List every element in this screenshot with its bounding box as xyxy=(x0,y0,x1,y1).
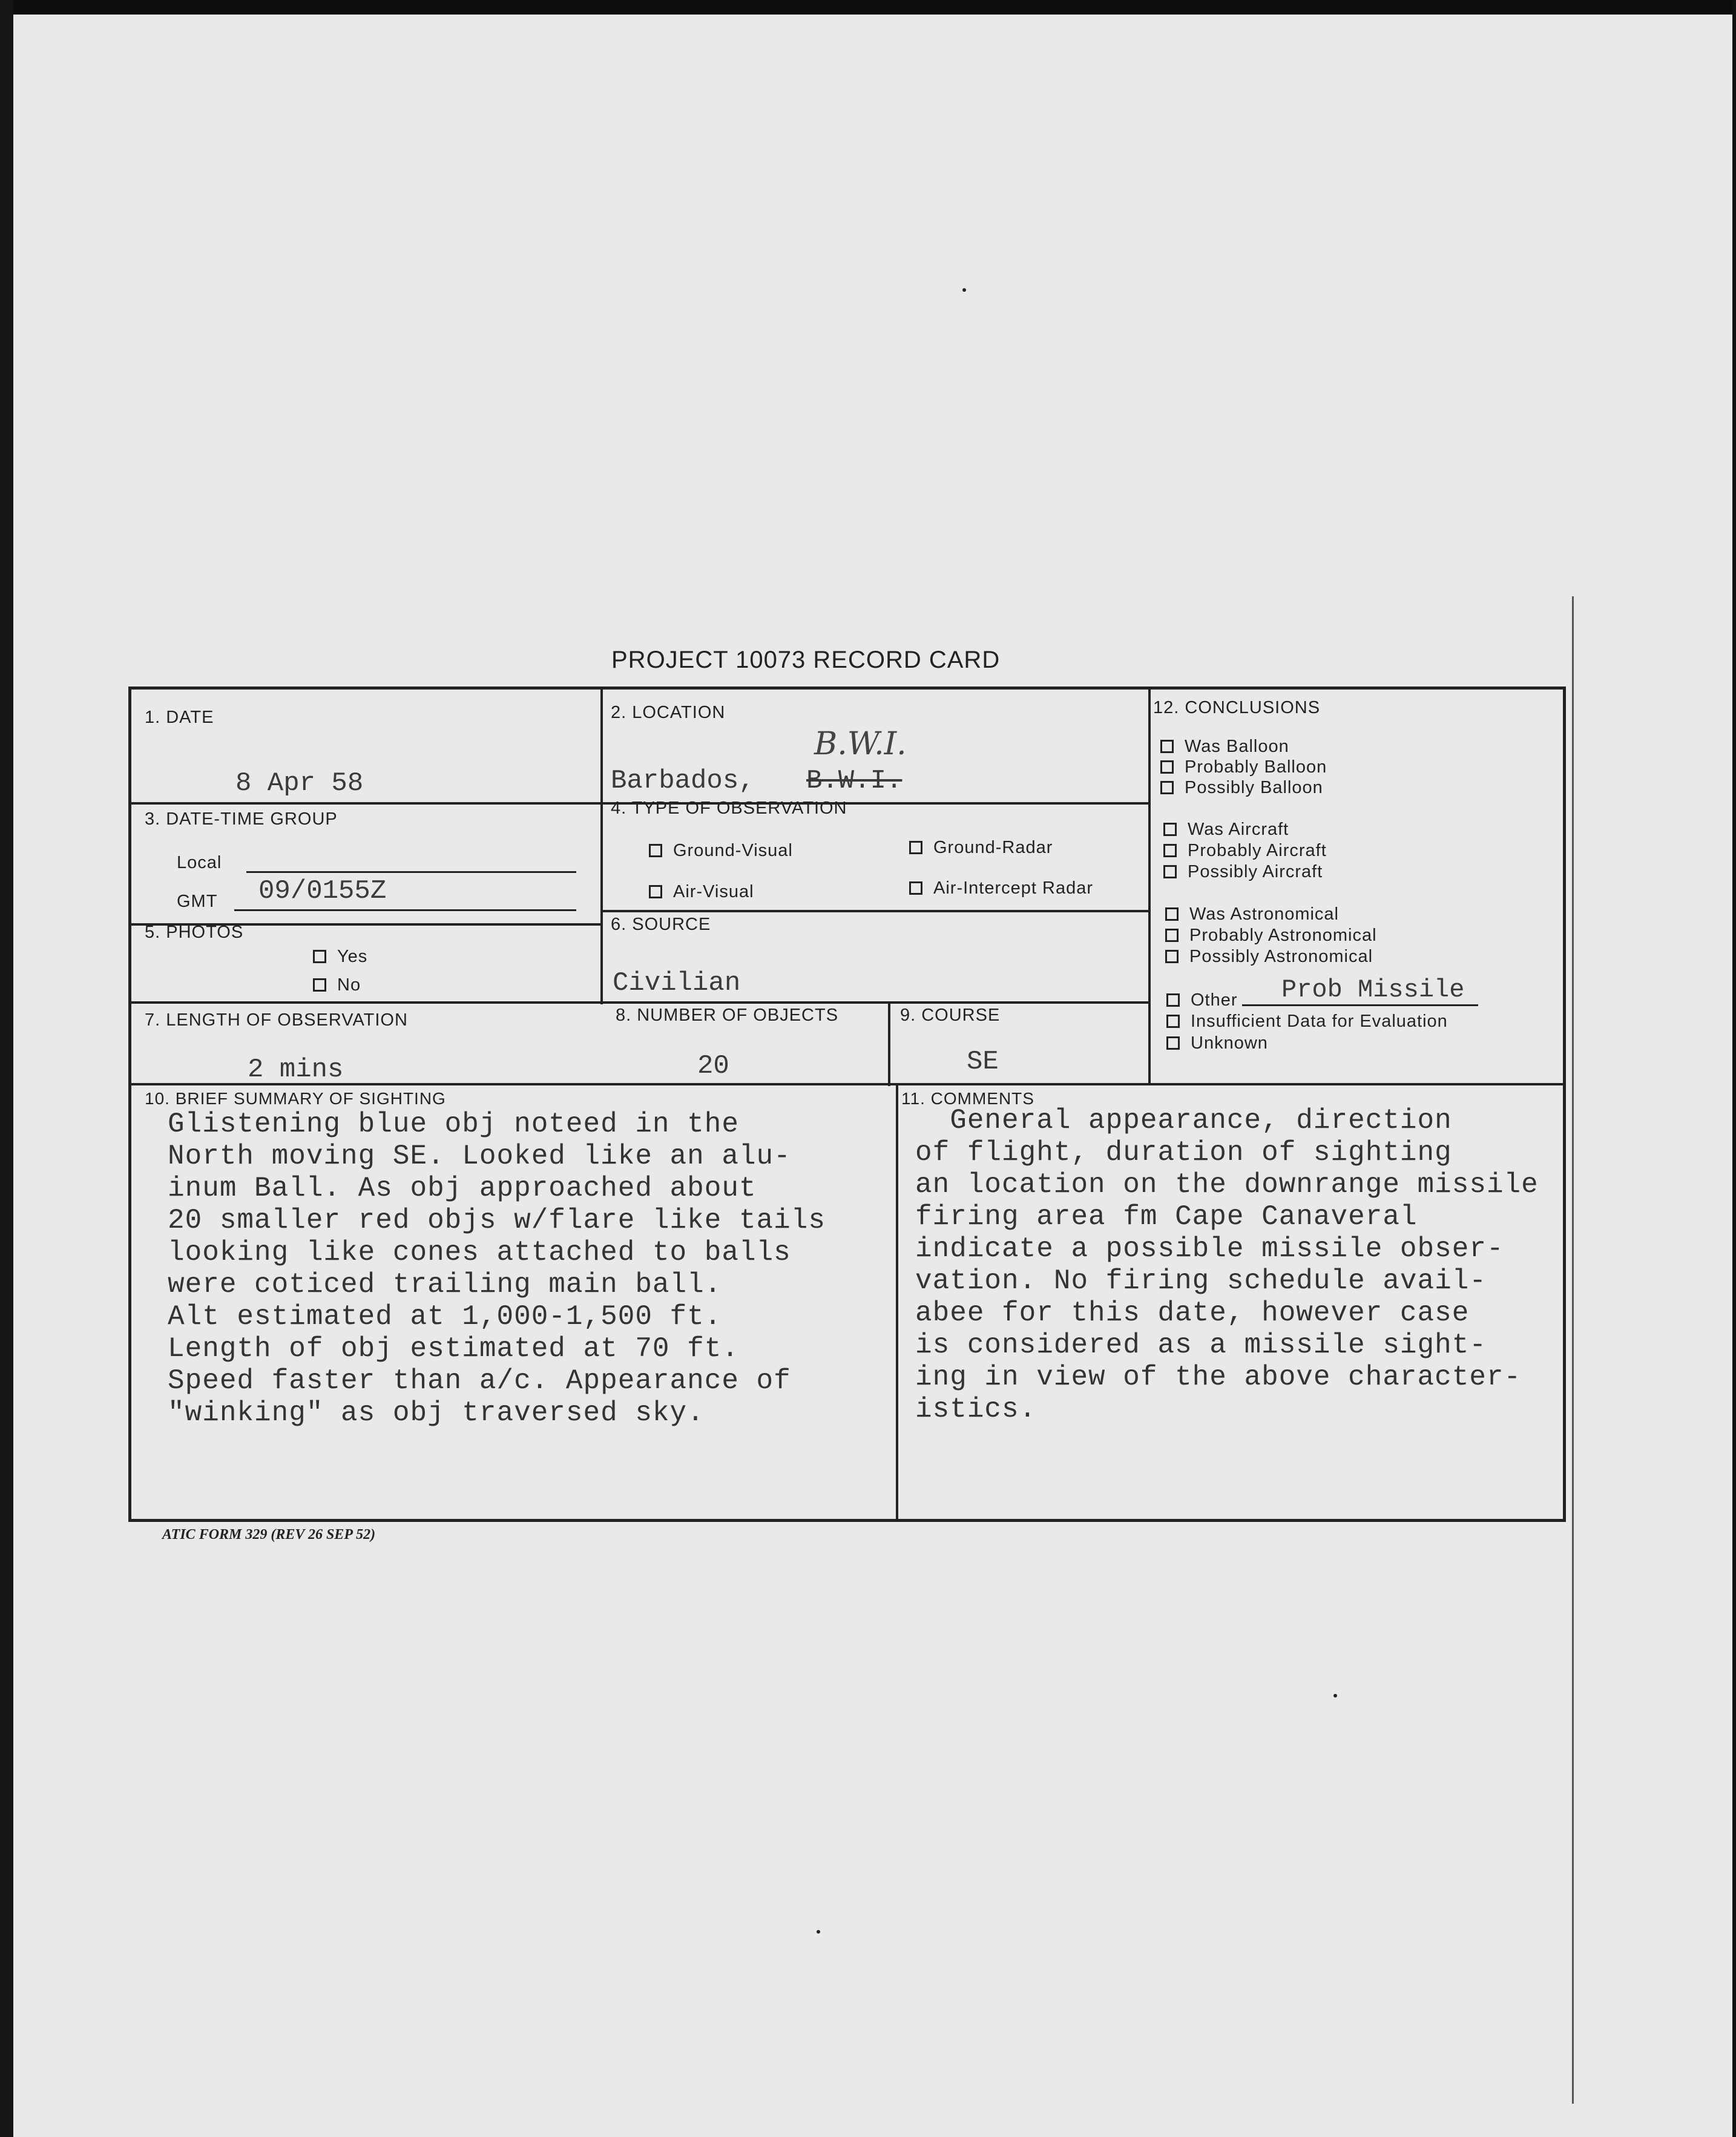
checkbox xyxy=(313,978,326,992)
conclusion-insufficient-data: Insufficient Data for Evaluation xyxy=(1166,1012,1448,1032)
divider xyxy=(131,1001,1148,1004)
comments-text xyxy=(915,1105,1539,1426)
checkbox xyxy=(313,950,326,963)
date-label: 1. DATE xyxy=(145,708,214,727)
divider xyxy=(131,1083,1563,1085)
divider xyxy=(600,690,603,1004)
checkbox xyxy=(649,844,662,857)
checkbox xyxy=(649,885,662,898)
conclusions-label: 12. CONCLUSIONS xyxy=(1153,698,1321,717)
photos-option-no: No xyxy=(313,975,361,995)
comments-line: ing in view of the above character- xyxy=(915,1362,1522,1393)
comments-label: 11. COMMENTS xyxy=(901,1089,1034,1108)
option-air-visual: Air-Visual xyxy=(649,882,754,902)
comments-line: vation. No firing schedule avail- xyxy=(915,1265,1487,1297)
speck xyxy=(817,1930,820,1934)
comments-line: indicate a possible missile obser- xyxy=(915,1233,1504,1265)
summary-line: "winking" as obj traversed sky. xyxy=(168,1397,705,1429)
summary-line: were coticed trailing main ball. xyxy=(168,1269,722,1300)
photos-label: 5. PHOTOS xyxy=(145,923,244,942)
checkbox xyxy=(1163,823,1177,836)
length-of-observation-label: 7. LENGTH OF OBSERVATION xyxy=(145,1010,408,1030)
conclusion-probably-astronomical: Probably Astronomical xyxy=(1165,926,1377,946)
option-air-intercept-radar: Air-Intercept Radar xyxy=(909,878,1093,898)
comments-line: firing area fm Cape Canaveral xyxy=(915,1201,1418,1233)
summary-line: Alt estimated at 1,000-1,500 ft. xyxy=(168,1301,722,1332)
gmt-label: GMT xyxy=(177,892,218,911)
location-struck-value: B.W.I. xyxy=(806,766,903,796)
date-value: 8 Apr 58 xyxy=(235,768,364,798)
local-label: Local xyxy=(177,853,222,872)
conclusion-other: Other xyxy=(1166,990,1238,1010)
number-of-objects-value: 20 xyxy=(697,1051,729,1081)
summary-text xyxy=(168,1108,826,1429)
location-label: 2. LOCATION xyxy=(611,703,726,722)
checkbox xyxy=(1166,1015,1180,1028)
other-underline xyxy=(1242,1004,1478,1006)
divider xyxy=(1148,690,1151,1083)
option-ground-visual: Ground-Visual xyxy=(649,841,793,861)
film-frame-left xyxy=(0,0,13,2137)
source-value: Civilian xyxy=(613,968,741,998)
type-of-observation-label: 4. TYPE OF OBSERVATION xyxy=(611,798,847,818)
number-of-objects-label: 8. NUMBER OF OBJECTS xyxy=(616,1006,839,1025)
checkbox xyxy=(909,881,922,895)
comments-line: an location on the downrange missile xyxy=(915,1169,1539,1200)
checkbox xyxy=(1165,929,1179,942)
comments-line: abee for this date, however case xyxy=(915,1297,1470,1329)
comments-line: of flight, duration of sighting xyxy=(915,1137,1452,1168)
summary-line: inum Ball. As obj approached about xyxy=(168,1173,757,1204)
divider xyxy=(888,1001,890,1086)
summary-line: Length of obj estimated at 70 ft. xyxy=(168,1333,739,1365)
checkbox xyxy=(1165,907,1179,921)
conclusion-probably-balloon: Probably Balloon xyxy=(1160,757,1327,777)
conclusion-was-balloon: Was Balloon xyxy=(1160,737,1289,757)
conclusion-was-astronomical: Was Astronomical xyxy=(1165,904,1339,924)
record-card xyxy=(128,687,1566,1522)
checkbox xyxy=(1165,950,1179,963)
conclusion-unknown: Unknown xyxy=(1166,1033,1268,1053)
local-underline xyxy=(246,871,576,873)
location-value: Barbados, xyxy=(611,766,755,796)
speck xyxy=(1333,1694,1337,1697)
film-frame-top xyxy=(0,0,1736,15)
divider xyxy=(600,910,1148,912)
photos-option-yes: Yes xyxy=(313,947,367,967)
length-of-observation-value: 2 mins xyxy=(248,1055,344,1085)
checkbox xyxy=(909,841,922,854)
divider xyxy=(896,1083,898,1522)
speck xyxy=(962,288,966,292)
film-frame-right xyxy=(1732,0,1736,2137)
checkbox xyxy=(1166,1036,1180,1050)
conclusion-other-value: Prob Missile xyxy=(1281,975,1465,1004)
conclusion-probably-aircraft: Probably Aircraft xyxy=(1163,841,1327,861)
card-shadow-edge xyxy=(1572,596,1574,2104)
checkbox xyxy=(1160,740,1174,753)
summary-line: 20 smaller red objs w/flare like tails xyxy=(168,1205,826,1236)
source-label: 6. SOURCE xyxy=(611,915,711,934)
comments-line: General appearance, direction xyxy=(915,1105,1452,1136)
summary-line: Speed faster than a/c. Appearance of xyxy=(168,1365,791,1397)
course-value: SE xyxy=(967,1047,999,1077)
conclusion-possibly-balloon: Possibly Balloon xyxy=(1160,778,1323,798)
checkbox xyxy=(1163,865,1177,878)
summary-label: 10. BRIEF SUMMARY OF SIGHTING xyxy=(145,1089,446,1108)
option-ground-radar: Ground-Radar xyxy=(909,838,1053,858)
date-time-group-label: 3. DATE-TIME GROUP xyxy=(145,809,338,829)
checkbox xyxy=(1163,844,1177,857)
comments-line: istics. xyxy=(915,1394,1037,1425)
summary-line: North moving SE. Looked like an alu- xyxy=(168,1141,791,1172)
summary-line: Glistening blue obj noteed in the xyxy=(168,1108,739,1140)
location-handwritten: B.W.I. xyxy=(814,726,907,762)
gmt-underline xyxy=(234,909,576,911)
checkbox xyxy=(1160,781,1174,794)
summary-line: looking like cones attached to balls xyxy=(168,1237,791,1268)
checkbox xyxy=(1160,760,1174,774)
comments-line: is considered as a missile sight- xyxy=(915,1329,1487,1361)
course-label: 9. COURSE xyxy=(900,1006,1001,1025)
card-title: PROJECT 10073 RECORD CARD xyxy=(611,647,1001,673)
form-number: ATIC FORM 329 (REV 26 SEP 52) xyxy=(162,1527,376,1543)
checkbox-checked xyxy=(1166,993,1180,1007)
conclusion-possibly-aircraft: Possibly Aircraft xyxy=(1163,862,1323,882)
gmt-value: 09/0155Z xyxy=(258,876,387,906)
conclusion-was-aircraft: Was Aircraft xyxy=(1163,820,1289,840)
conclusion-possibly-astronomical: Possibly Astronomical xyxy=(1165,947,1373,967)
